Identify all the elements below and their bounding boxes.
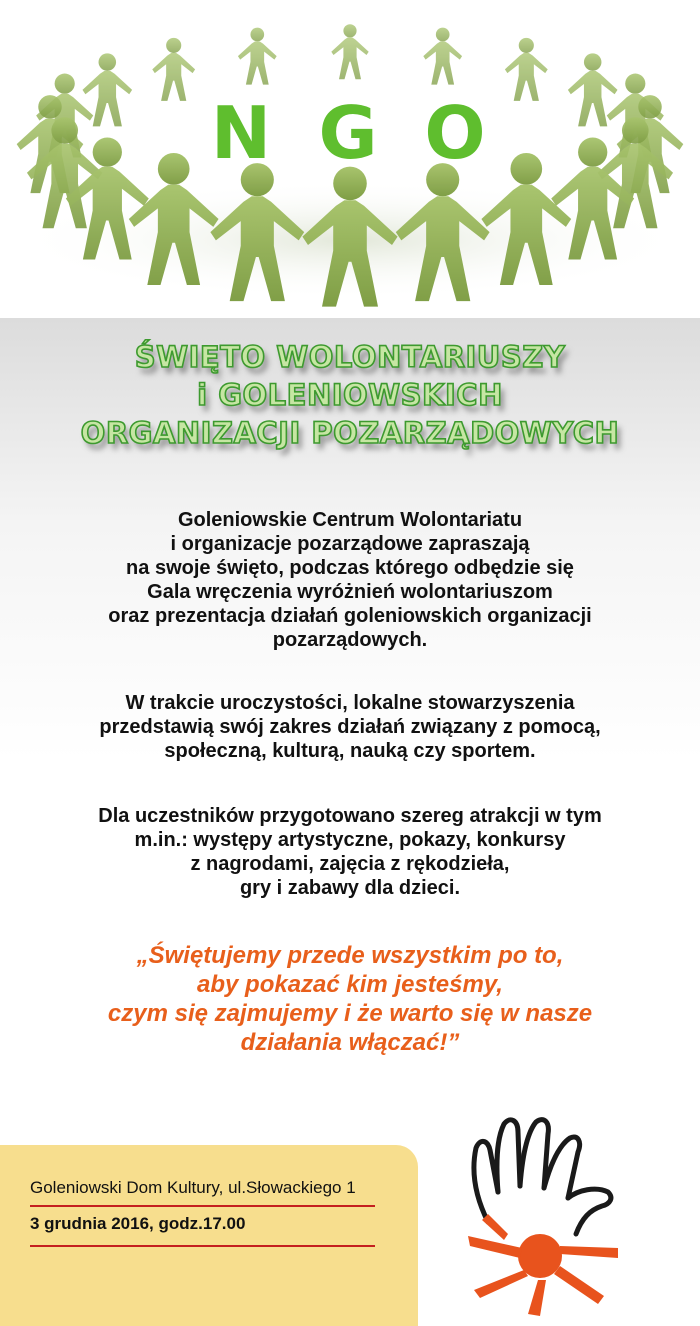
text-line: przedstawią swój zakres działań związany z pomocą, (99, 716, 601, 738)
hand-sun-icon (448, 1104, 650, 1318)
text-line: i organizacje pozarządowe zapraszają (170, 533, 530, 555)
text-line: na swoje święto, podczas którego odbędzie się (126, 557, 574, 579)
text-line: Gala wręczenia wyróżnień wolontariuszom (147, 581, 553, 603)
text-line: m.in.: występy artystyczne, pokazy, konkursy (134, 829, 566, 851)
people-circle-illustration (0, 0, 700, 318)
paragraph-attractions (20, 804, 680, 900)
text-line: społeczną, kulturą, nauką czy sportem. (164, 740, 536, 762)
event-date: 3 grudnia 2016, godz.17.00 (30, 1214, 246, 1233)
ngo-header-illustration (0, 0, 700, 318)
quote-line: czym się zajmujemy i że warto się w nasze (107, 1000, 593, 1027)
quote-line: „Świętujemy przede wszystkim po to, (136, 942, 564, 969)
ngo-letter-o: O (424, 91, 486, 175)
person-figure-icon (238, 28, 277, 85)
person-figure-icon (505, 38, 548, 101)
quote-line: działania włączać!” (240, 1029, 460, 1056)
motto-quote (20, 941, 680, 1057)
text-line: Dla uczestników przygotowano szereg atrakcji w tym (98, 805, 602, 827)
title-line-3: ORGANIZACJI POZARZĄDOWYCH (80, 416, 620, 450)
text-line: gry i zabawy dla dzieci. (239, 877, 461, 899)
hand-sun-logo (448, 1104, 650, 1318)
event-info-box (0, 1145, 418, 1326)
title-line-1: ŚWIĘTO WOLONTARIUSZY (134, 340, 566, 374)
text-line: pozarządowych. (272, 629, 428, 651)
title-line-2: i GOLENIOWSKICH (197, 378, 503, 412)
text-line: Goleniowskie Centrum Wolontariatu (177, 509, 523, 531)
event-venue: Goleniowski Dom Kultury, ul.Słowackiego 1 (30, 1178, 356, 1197)
person-figure-icon (152, 38, 195, 101)
person-figure-icon (331, 24, 368, 79)
quote-line: aby pokazać kim jesteśmy, (197, 971, 503, 998)
paragraph-invitation (20, 508, 680, 652)
paragraph-associations (20, 691, 680, 763)
text-line: W trakcie uroczystości, lokalne stowarzyszenia (125, 692, 575, 714)
person-figure-icon (423, 28, 462, 85)
ngo-letter-g: G (318, 91, 378, 175)
ngo-letter-n: N (210, 91, 272, 175)
text-line: oraz prezentacja działań goleniowskich organizacji (108, 605, 592, 627)
event-title (60, 338, 640, 452)
text-line: z nagrodami, zajęcia z rękodzieła, (190, 853, 510, 875)
divider-line (30, 1205, 375, 1207)
divider-line (30, 1245, 375, 1247)
